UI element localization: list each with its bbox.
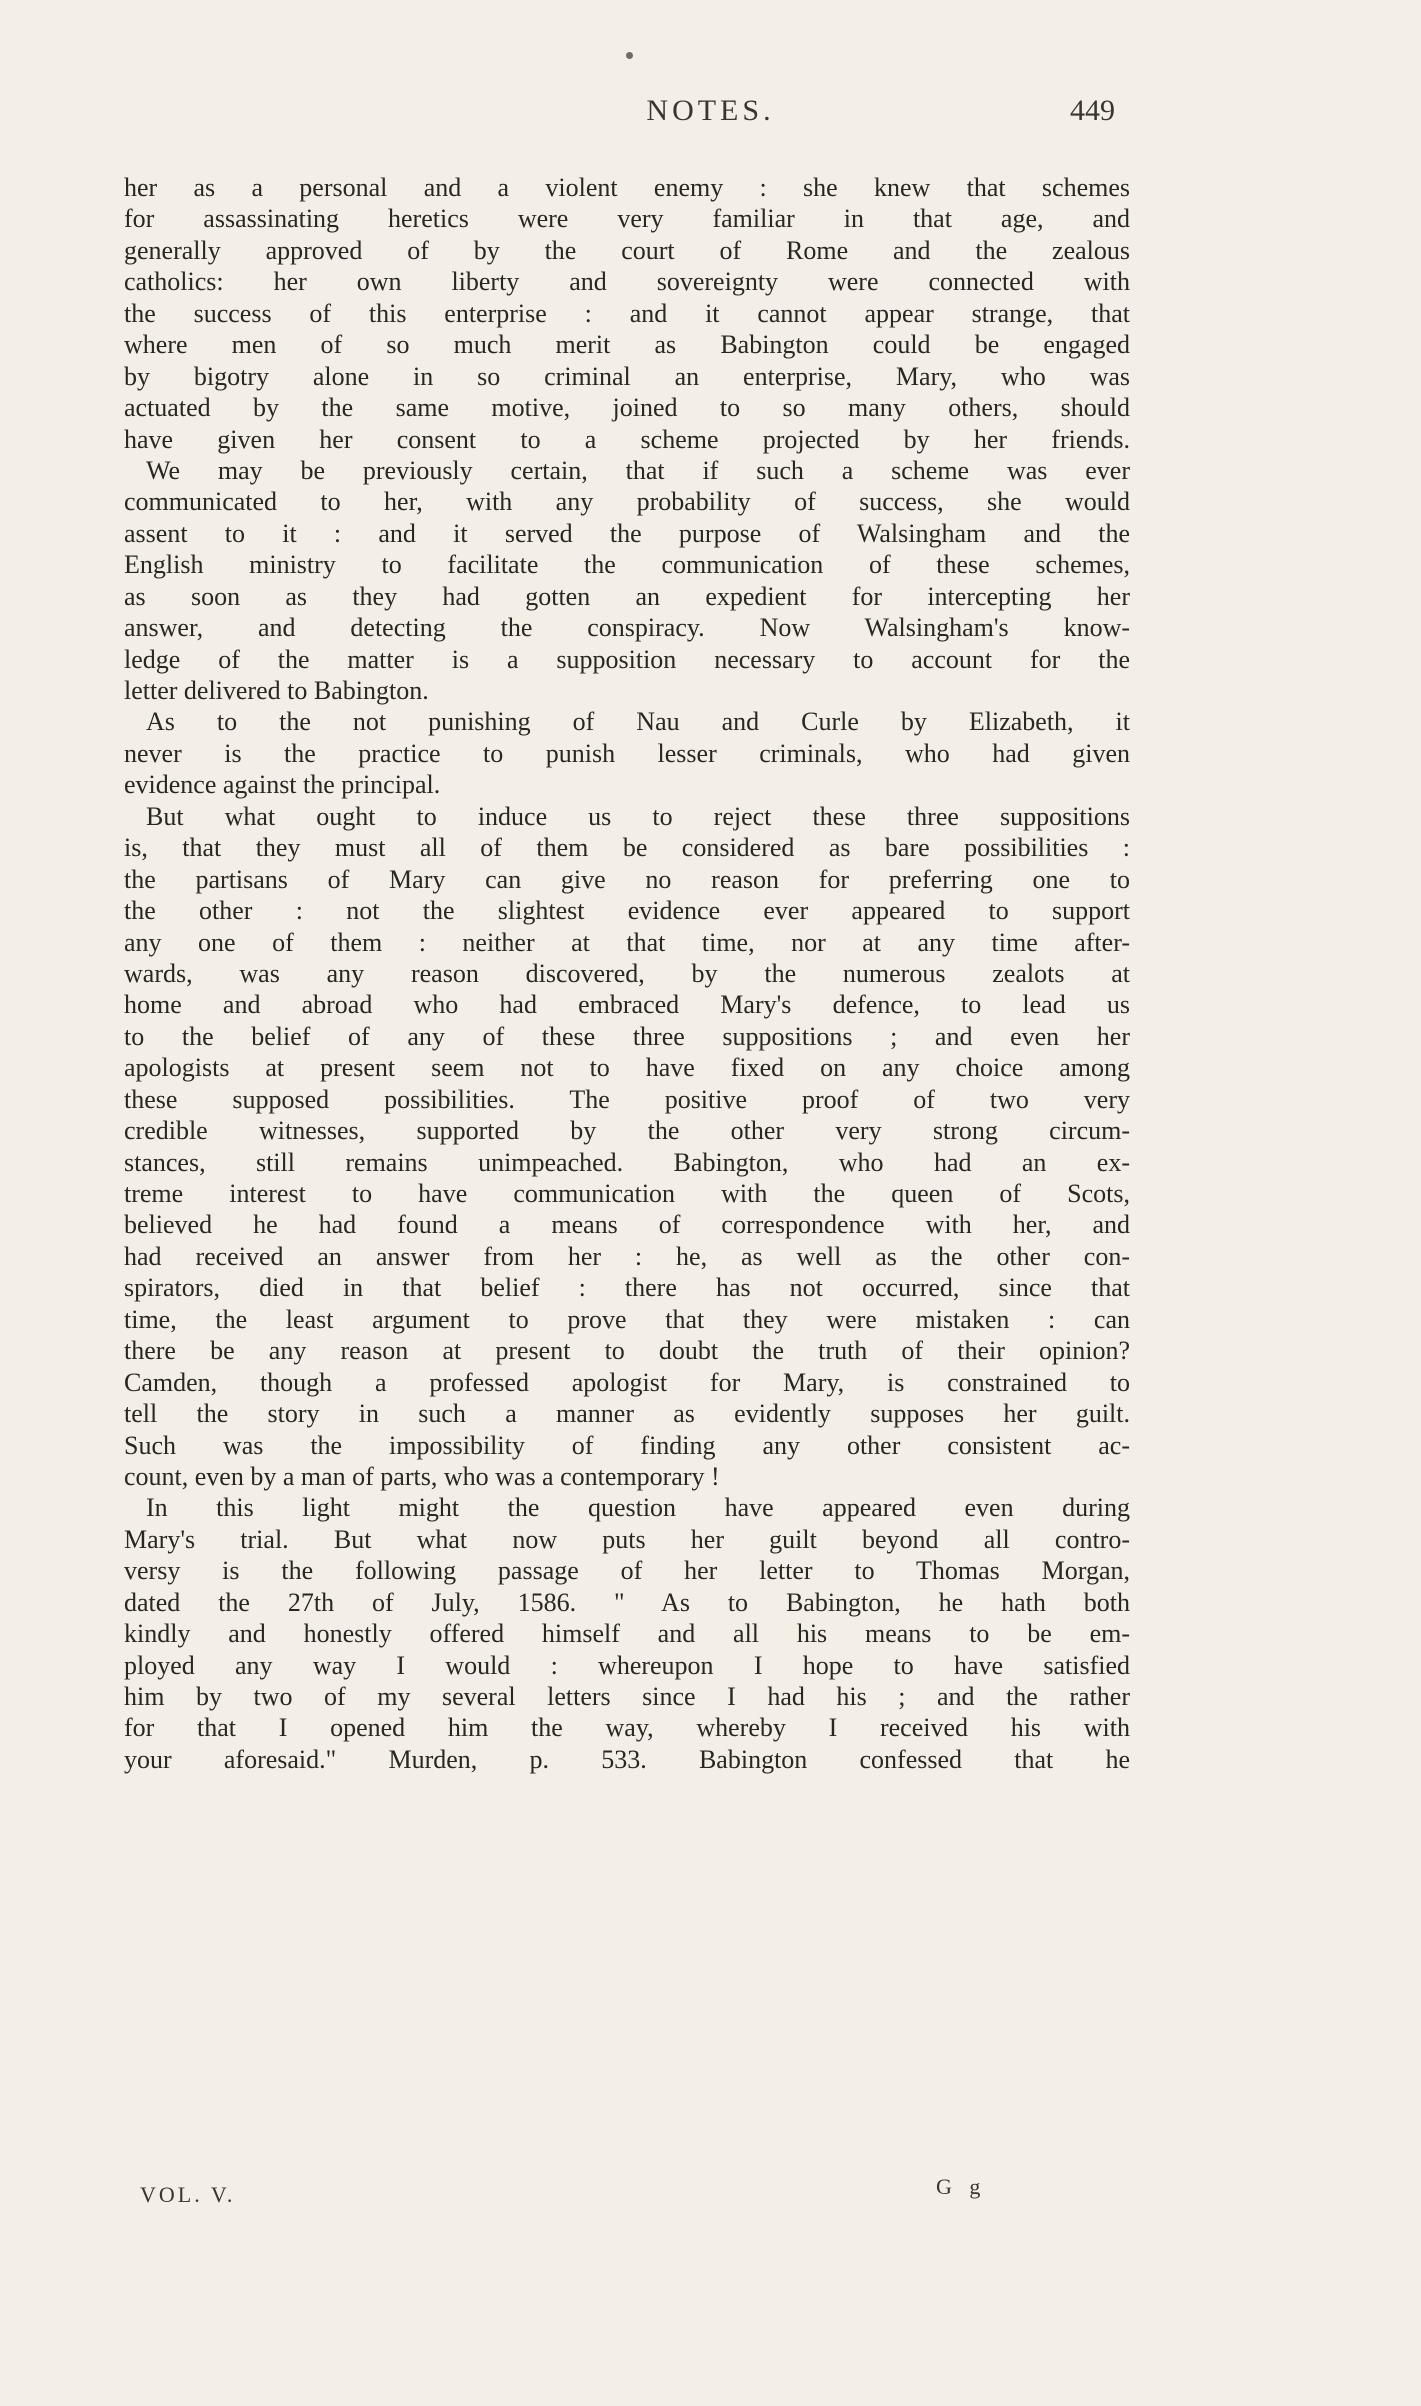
text-line: the success of this enterprise : and it cannot appear strange, that [124, 298, 1130, 328]
text-line: tell the story in such a manner as evidently supposes her guilt. [124, 1399, 1130, 1429]
page-header [0, 94, 1421, 144]
text-line: actuated by the same motive, joined to so many others, should [124, 393, 1130, 423]
text-line: ployed any way I would : whereupon I hope to have satisfied [124, 1650, 1130, 1680]
running-head: NOTES. [646, 94, 775, 127]
text-line: for assassinating heretics were very familiar in that age, and [124, 204, 1130, 234]
text-line: these supposed possibilities. The positive proof of two very [124, 1084, 1130, 1114]
page-number: 449 [1070, 94, 1115, 127]
text-line: As to the not punishing of Nau and Curle by Elizabeth, it [146, 707, 1130, 737]
text-line: count, even by a man of parts, who was a contemporary ! [124, 1461, 720, 1491]
text-line: to the belief of any of these three suppositions ; and even her [124, 1021, 1130, 1051]
text-line: spirators, died in that belief : there has not occurred, since that [124, 1273, 1130, 1303]
text-line: letter delivered to Babington. [124, 676, 429, 705]
page-footer [124, 2174, 1130, 2222]
body-text [124, 172, 1130, 1775]
text-line: never is the practice to punish lesser criminals, who had given [124, 738, 1130, 768]
text-line: as soon as they had gotten an expedient for intercepting her [124, 581, 1130, 611]
text-line: generally approved of by the court of Rome and the zealous [124, 235, 1130, 265]
text-line: We may be previously certain, that if such a scheme was ever [146, 455, 1130, 485]
text-line: her as a personal and a violent enemy : she knew that schemes [124, 173, 1130, 202]
text-line: English ministry to facilitate the communication of these schemes, [124, 550, 1130, 580]
text-line: assent to it : and it served the purpose of Walsingham and the [124, 518, 1130, 548]
text-line: Mary's trial. But what now puts her guilt beyond all contro- [124, 1524, 1130, 1554]
text-line: home and abroad who had embraced Mary's defence, to lead us [124, 990, 1130, 1020]
text-line: believed he had found a means of correspondence with her, and [124, 1210, 1130, 1240]
text-line: Camden, though a professed apologist for Mary, is constrained to [124, 1367, 1130, 1397]
text-line: wards, was any reason discovered, by the numerous zealots at [124, 958, 1130, 988]
text-line: there be any reason at present to doubt the truth of their opinion? [124, 1336, 1130, 1366]
text-line: ledge of the matter is a supposition necessary to account for the [124, 644, 1130, 674]
text-line: catholics: her own liberty and sovereignty were connected with [124, 267, 1130, 297]
text-line: credible witnesses, supported by the other very strong circum- [124, 1116, 1130, 1146]
text-line: communicated to her, with any probability of success, she would [124, 487, 1130, 517]
text-line: the partisans of Mary can give no reason for preferring one to [124, 864, 1130, 894]
text-line: have given her consent to a scheme projected by her friends. [124, 424, 1130, 454]
text-line: is, that they must all of them be considered as bare possibilities : [124, 833, 1130, 863]
text-line: time, the least argument to prove that they were mistaken : can [124, 1304, 1130, 1334]
volume-mark: VOL. V. [140, 2182, 236, 2207]
text-line: any one of them : neither at that time, nor at any time after- [124, 927, 1130, 957]
text-line: answer, and detecting the conspiracy. Now Walsingham's know- [124, 613, 1130, 643]
text-line: dated the 27th of July, 1586. " As to Babington, he hath both [124, 1587, 1130, 1617]
text-line: by bigotry alone in so criminal an enterprise, Mary, who was [124, 361, 1130, 391]
signature-mark: G g [936, 2174, 987, 2199]
text-line: your aforesaid." Murden, p. 533. Babington confessed that he [124, 1744, 1130, 1774]
text-line: him by two of my several letters since I had his ; and the rather [124, 1682, 1130, 1711]
text-line: kindly and honestly offered himself and all his means to be em- [124, 1619, 1130, 1649]
text-line: But what ought to induce us to reject these three suppositions [146, 801, 1130, 831]
text-line: where men of so much merit as Babington could be engaged [124, 330, 1130, 360]
text-line: treme interest to have communication with the queen of Scots, [124, 1179, 1130, 1208]
ink-dot [626, 52, 633, 59]
text-line: the other : not the slightest evidence ever appeared to support [124, 896, 1130, 926]
text-line: for that I opened him the way, whereby I received his with [124, 1713, 1130, 1743]
text-line: stances, still remains unimpeached. Babington, who had an ex- [124, 1147, 1130, 1177]
text-line: apologists at present seem not to have fixed on any choice among [124, 1053, 1130, 1083]
text-line: had received an answer from her : he, as well as the other con- [124, 1241, 1130, 1271]
text-line: versy is the following passage of her letter to Thomas Morgan, [124, 1556, 1130, 1586]
text-line: Such was the impossibility of finding any other consistent ac- [124, 1430, 1130, 1460]
text-line: evidence against the principal. [124, 770, 441, 800]
text-line: In this light might the question have appeared even during [146, 1493, 1130, 1523]
